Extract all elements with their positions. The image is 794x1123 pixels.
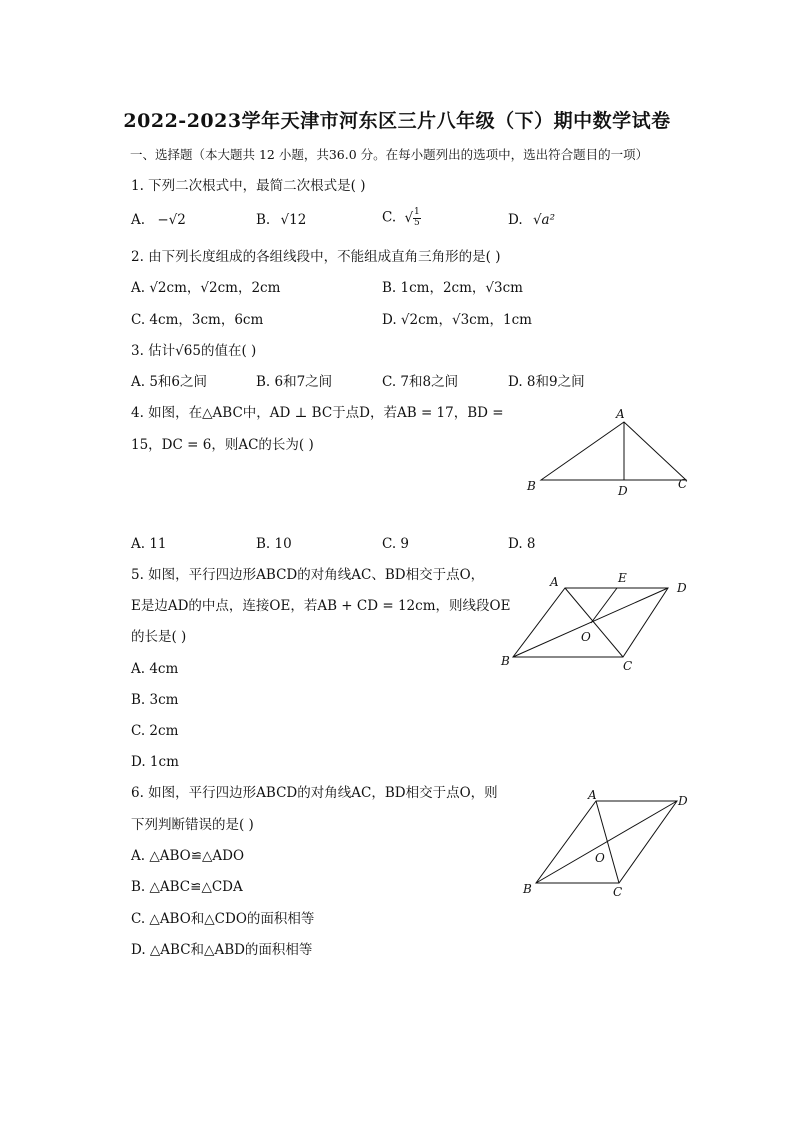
q5-label-o: O	[581, 630, 591, 644]
q6-parallelogram-figure	[515, 785, 705, 900]
q4-label-c: C	[678, 477, 688, 491]
q5-diagonal-bd	[513, 588, 668, 657]
q5-option-a: A. 4cm	[131, 661, 179, 677]
q3-stem: 3. 估计√65的值在( )	[131, 343, 257, 359]
q6-option-b: B. △ABC≌△CDA	[131, 879, 243, 895]
q6-stem-line2: 下列判断错误的是( )	[131, 817, 254, 833]
q1-option-b	[256, 214, 306, 228]
q5-label-a: A	[550, 575, 559, 589]
q3-option-c: C. 7和8之间	[382, 374, 459, 390]
q4-stem-line2: 15，DC = 6，则AC的长为( )	[131, 437, 314, 453]
q1-option-c: C. √ $\frac{1}{5}$	[382, 207, 420, 228]
q1-option-c-fraction: $\frac{1}{5}$	[414, 207, 420, 228]
q1-option-b-label: B.	[256, 212, 271, 228]
q5-stem-line2: E是边AD的中点，连接OE，若AB + CD = 12cm，则线段OE	[131, 598, 511, 614]
q1-option-a	[131, 214, 186, 228]
q4-label-b: B	[527, 479, 536, 493]
q2-option-b: B. 1cm，2cm，√3cm	[382, 280, 523, 296]
q5-segment-oe	[591, 588, 617, 623]
q6-label-b: B	[523, 882, 532, 896]
q6-stem-line1: 6. 如图，平行四边形ABCD的对角线AC，BD相交于点O，则	[131, 785, 498, 801]
q1-option-c-label: C.	[382, 209, 397, 226]
q5-diagonal-ac	[565, 588, 623, 657]
q1-option-a-value: −√2	[157, 212, 186, 228]
q6-label-a: A	[588, 788, 597, 802]
q4-label-a: A	[616, 407, 625, 421]
q1-option-d	[508, 214, 555, 228]
q6-label-c: C	[613, 885, 623, 899]
q1-option-d-value: √a²	[532, 212, 556, 228]
q4-option-c: C. 9	[382, 536, 410, 552]
q5-stem-line1: 5. 如图，平行四边形ABCD的对角线AC、BD相交于点O，	[131, 567, 485, 583]
q5-label-c: C	[623, 659, 633, 673]
q2-option-c: C. 4cm，3cm，6cm	[131, 312, 264, 328]
q4-label-d: D	[618, 484, 628, 498]
q3-option-d: D. 8和9之间	[508, 374, 585, 390]
q2-stem: 2. 由下列长度组成的各组线段中，不能组成直角三角形的是( )	[131, 249, 501, 265]
q5-label-b: B	[501, 654, 510, 668]
q4-stem-line1: 4. 如图，在△ABC中，AD ⊥ BC于点D，若AB = 17，BD =	[131, 405, 504, 421]
q6-label-o: O	[595, 851, 605, 865]
q5-label-e: E	[618, 571, 627, 585]
q5-parallelogram-figure	[495, 568, 705, 676]
section-heading: 一、选择题（本大题共 12 小题，共36.0 分。在每小题列出的选项中，选出符合题目的一项）	[130, 147, 649, 162]
q4-option-b: B. 10	[256, 536, 292, 552]
q1-option-d-label: D.	[508, 212, 523, 228]
q3-option-b: B. 6和7之间	[256, 374, 333, 390]
q5-option-b: B. 3cm	[131, 692, 179, 708]
q5-option-c: C. 2cm	[131, 723, 179, 739]
q2-option-a: A. √2cm，√2cm，2cm	[131, 280, 281, 296]
q2-option-d: D. √2cm，√3cm，1cm	[382, 312, 532, 328]
page-title: 2022-2023学年天津市河东区三片八年级（下）期中数学试卷	[123, 110, 671, 132]
q6-label-d: D	[678, 794, 688, 808]
q6-diagonal-ac	[596, 801, 619, 883]
q1-option-a-label: A.	[131, 212, 146, 228]
q4-triangle-figure	[520, 404, 700, 500]
q5-stem-line3: 的长是( )	[131, 629, 187, 645]
q6-option-d: D. △ABC和△ABD的面积相等	[131, 942, 313, 958]
q6-diagonal-bd	[536, 801, 677, 883]
q4-option-a: A. 11	[131, 536, 167, 552]
q6-option-c: C. △ABO和△CDO的面积相等	[131, 911, 315, 927]
q4-option-d: D. 8	[508, 536, 536, 552]
q3-option-a: A. 5和6之间	[131, 374, 208, 390]
q5-label-d: D	[677, 581, 687, 595]
q1-stem: 1. 下列二次根式中，最简二次根式是( )	[131, 178, 366, 194]
q5-option-d: D. 1cm	[131, 754, 179, 770]
q4-triangle-abc	[541, 422, 686, 480]
q6-option-a: A. △ABO≌△ADO	[131, 848, 245, 864]
q1-option-b-value: √12	[280, 212, 307, 228]
